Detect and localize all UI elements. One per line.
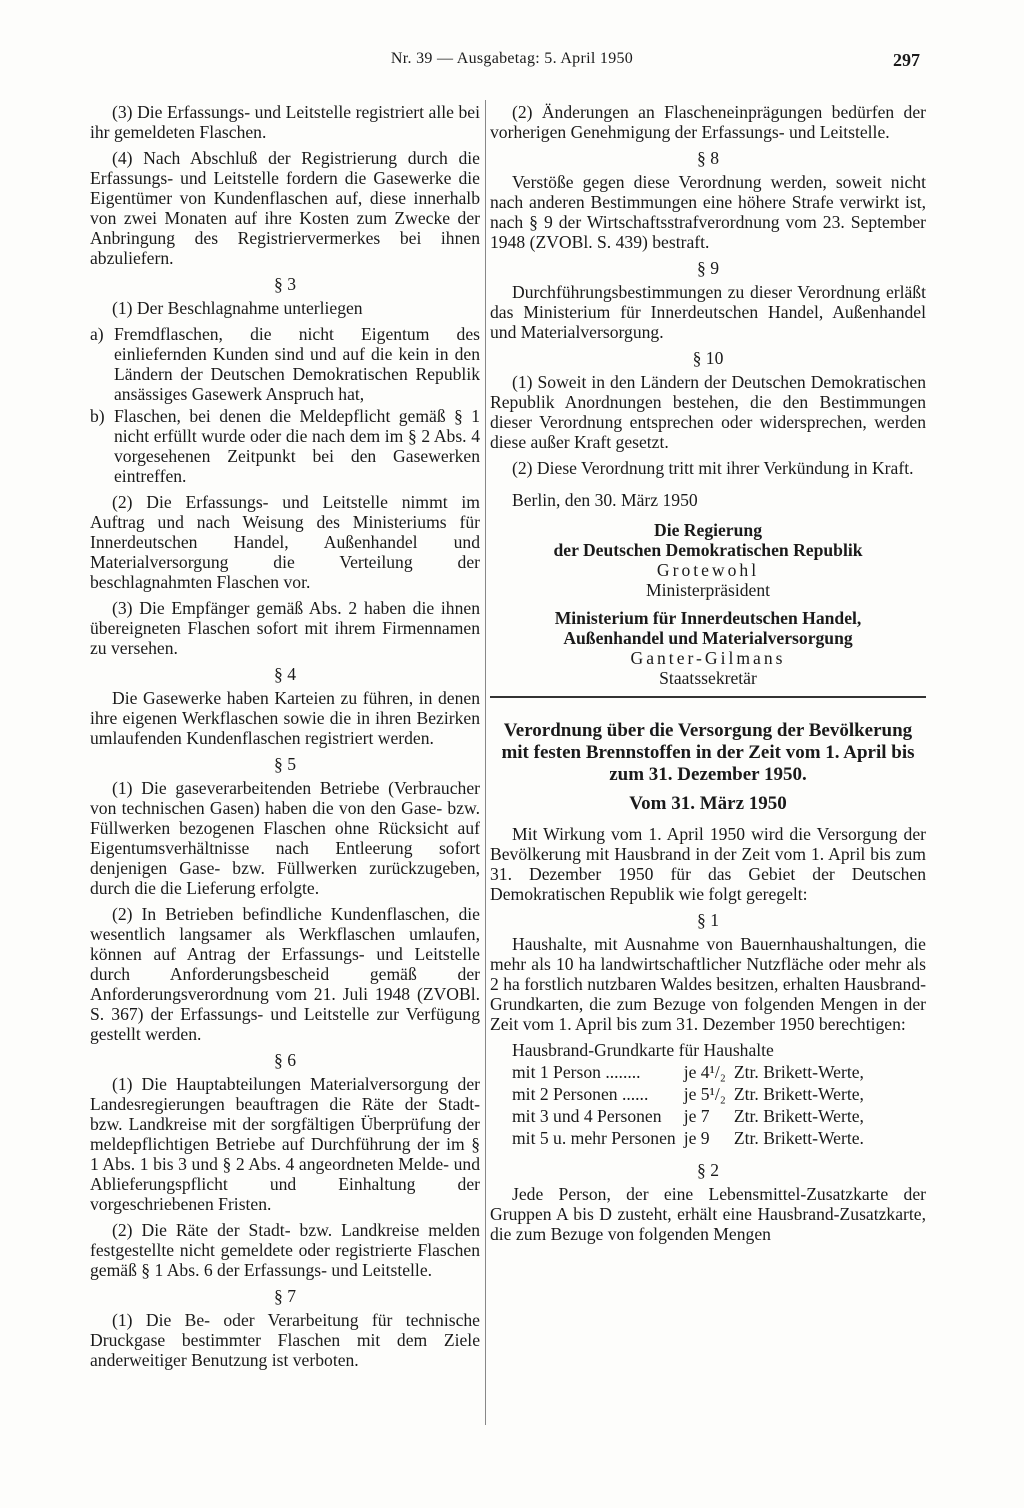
list-text: Flaschen, bei denen die Meldepflicht gemäß § 1 nicht erfüllt wurde oder die nach dem im § 2 Abs. 4 vorgesehenen Zeitpunkt bei den Gasewerken eintreffen. [114,406,480,486]
unit-cell: Ztr. Brikett-Werte, [733,1106,864,1126]
ordinance-title: Verordnung über die Versorgung der Bevölkerung mit festen Brennstoffen in der Zeit vom 1. April bis zum 31. Dezember 1950. [501,720,915,785]
signatory-name: Grotewohl [656,560,760,580]
section-heading: § 8 [697,148,719,168]
signatory-role: Staatssekretär [659,668,757,688]
paragraph: (2) In Betrieben befindliche Kundenflaschen, die wesentlich langsamer als Werkflaschen umlaufen, können auf Antrag der Erfassungs- und Leitstelle durch Anforderungsbescheid gemäß der Anforderungsverordnung vom 21. Juli 1948 (ZVOBl. S. 367) der Erfassungs- und Leitstelle zur Verfügung gestellt werden. [90,904,480,1044]
paragraph: (2) Diese Verordnung tritt mit ihrer Verkündung in Kraft. [512,458,914,478]
section-heading: § 3 [274,274,296,294]
list-item [90,324,480,404]
paragraph: (1) Die Be- oder Verarbeitung für technische Druckgase bestimmter Flaschen mit dem Ziele anderweitiger Benutzung ist verboten. [90,1310,480,1370]
section-heading: § 5 [274,754,296,774]
signatory-role: Ministerpräsident [645,580,771,600]
persons-cell: mit 1 Person ........ [512,1062,641,1082]
table-caption: Hausbrand-Grundkarte für Haushalte [512,1040,774,1060]
amount-cell: je 7 [683,1106,710,1126]
amount-cell: je 4¹/₂ [683,1062,726,1082]
right-column [490,102,926,1250]
ordinance-date: Vom 31. März 1950 [629,793,787,814]
table-row [512,1128,872,1150]
section-heading: § 1 [697,910,719,930]
signature-block-ministry [490,608,926,688]
signatory-name: Ganter-Gilmans [630,648,786,668]
amount-cell: je 9 [683,1128,710,1148]
section-separator [490,696,926,698]
paragraph: (1) Die gaseverarbeitenden Betriebe (Verbraucher von technischen Gasen) haben die von den Gase- bzw. Füllwerken bezogenen Flaschen ohne Rücksicht auf Eigentumsverhältnisse nach Entleerung sofort denjenigen Gase- bzw. Füllwerken zurückzugeben, durch die die Lieferung erfolgte. [90,778,480,898]
table-row [512,1084,872,1106]
signatory-organization: der Deutschen Demokratischen Republik [553,540,863,560]
persons-cell: mit 3 und 4 Personen [512,1106,662,1126]
paragraph: (4) Nach Abschluß der Registrierung durch die Erfassungs- und Leitstelle fordern die Gasewerke die Eigentümer von Kundenflaschen auf, diese innerhalb von zwei Monaten auf ihre Kosten zum Zwecke der Anbringung des Registriervermerkes bei ihnen abzuliefern. [90,148,480,268]
page-number: 297 [893,50,920,70]
paragraph: Mit Wirkung vom 1. April 1950 wird die Versorgung der Bevölkerung mit Hausbrand in der Zeit vom 1. April bis zum 31. Dezember 1950 für das Gebiet der Deutschen Demokratischen Republik wie folgt geregelt: [490,824,926,904]
paragraph: (1) Die Hauptabteilungen Materialversorgung der Landesregierungen beauftragen die Räte der Stadt- bzw. Landkreise mit der sorgfältigen Überprüfung der meldepflichtigen Betriebe auf Durchführung der im § 1 Abs. 1 bis 3 und § 2 Abs. 4 angeordneten Melde- und Ablieferungspflicht und Einhaltung der vorgeschriebenen Fristen. [90,1074,480,1214]
section-heading: § 4 [274,664,296,684]
signatory-organization: Außenhandel und Materialversorgung [563,628,853,648]
paragraph: Haushalte, mit Ausnahme von Bauernhaushaltungen, die mehr als 10 ha landwirtschaftlicher Nutzfläche oder mehr als 2 ha forstlich nutzbaren Waldes besitzen, erhalten Hausbrand-Grundkarten, die zum Bezuge von folgenden Mengen in der Zeit vom 1. April bis zum 31. Dezember 1950 berechtigen: [490,934,926,1034]
paragraph: Die Gasewerke haben Karteien zu führen, in denen ihre eigenen Werkflaschen sowie die in ihren Bezirken umlaufenden Kundenflaschen registriert werden. [90,688,480,748]
page-header [0,50,1024,80]
persons-cell: mit 5 u. mehr Personen [512,1128,676,1148]
paragraph: (3) Die Empfänger gemäß Abs. 2 haben die ihnen übereigneten Flaschen sofort mit ihrem Firmennamen zu versehen. [90,598,480,658]
amount-cell: je 5¹/₂ [683,1084,726,1104]
left-column [90,102,480,1376]
paragraph: (2) Änderungen an Flascheneinprägungen bedürfen der vorherigen Genehmigung der Erfassungs- und Leitstelle. [490,102,926,142]
section-heading: § 9 [697,258,719,278]
table-row [512,1106,872,1128]
paragraph: (1) Der Beschlagnahme unterliegen [112,298,363,318]
place-date: Berlin, den 30. März 1950 [512,490,698,510]
issue-line: Nr. 39 — Ausgabetag: 5. April 1950 [390,50,634,67]
table-row [512,1062,872,1084]
unit-cell: Ztr. Brikett-Werte. [733,1128,864,1148]
list-text: Fremdflaschen, die nicht Eigentum des einliefernden Kunden sind und auf die kein in den Ländern der Deutschen Demokratischen Republik ansässiges Gasewerk Anspruch hat, [114,324,480,404]
paragraph: (2) Die Erfassungs- und Leitstelle nimmt im Auftrag und nach Weisung des Ministeriums für Innerdeutschen Handel, Außenhandel und Materialversorgung die Verteilung der beschlagnahmten Flaschen vor. [90,492,480,592]
column-divider [485,100,486,1425]
paragraph: Verstöße gegen diese Verordnung werden, soweit nicht nach anderen Bestimmungen eine höhere Strafe verwirkt ist, nach § 9 der Wirtschaftsstrafverordnung vom 23. September 1948 (ZVOBl. S. 439) bestraft. [490,172,926,252]
section-heading: § 10 [692,348,724,368]
unit-cell: Ztr. Brikett-Werte, [733,1062,864,1082]
signatory-organization: Die Regierung [654,520,762,540]
list-label: a) [90,324,104,344]
paragraph: (2) Die Räte der Stadt- bzw. Landkreise melden festgestellte nicht gemeldete oder registrierte Flaschen gemäß § 1 Abs. 6 der Erfassungs- und Leitstelle. [90,1220,480,1280]
unit-cell: Ztr. Brikett-Werte, [733,1084,864,1104]
section-heading: § 7 [274,1286,296,1306]
persons-cell: mit 2 Personen ...... [512,1084,649,1104]
signature-block-government [490,520,926,600]
signatory-organization: Ministerium für Innerdeutschen Handel, [554,608,862,628]
list-item [90,406,480,486]
paragraph: (3) Die Erfassungs- und Leitstelle registriert alle bei ihr gemeldeten Flaschen. [90,102,480,142]
paragraph: (1) Soweit in den Ländern der Deutschen Demokratischen Republik Anordnungen bestehen, die den Bestimmungen dieser Verordnung entsprechen oder widersprechen, werden diese außer Kraft gesetzt. [490,372,926,452]
paragraph: Jede Person, der eine Lebensmittel-Zusatzkarte der Gruppen A bis D zusteht, erhält eine Hausbrand-Zusatzkarte, die zum Bezuge von folgenden Mengen [490,1184,926,1244]
section-heading: § 6 [274,1050,296,1070]
list-label: b) [90,406,105,426]
paragraph: Durchführungsbestimmungen zu dieser Verordnung erläßt das Ministerium für Innerdeutschen Handel, Außenhandel und Materialversorgung. [490,282,926,342]
allocation-table [512,1062,872,1150]
section-heading: § 2 [697,1160,719,1180]
